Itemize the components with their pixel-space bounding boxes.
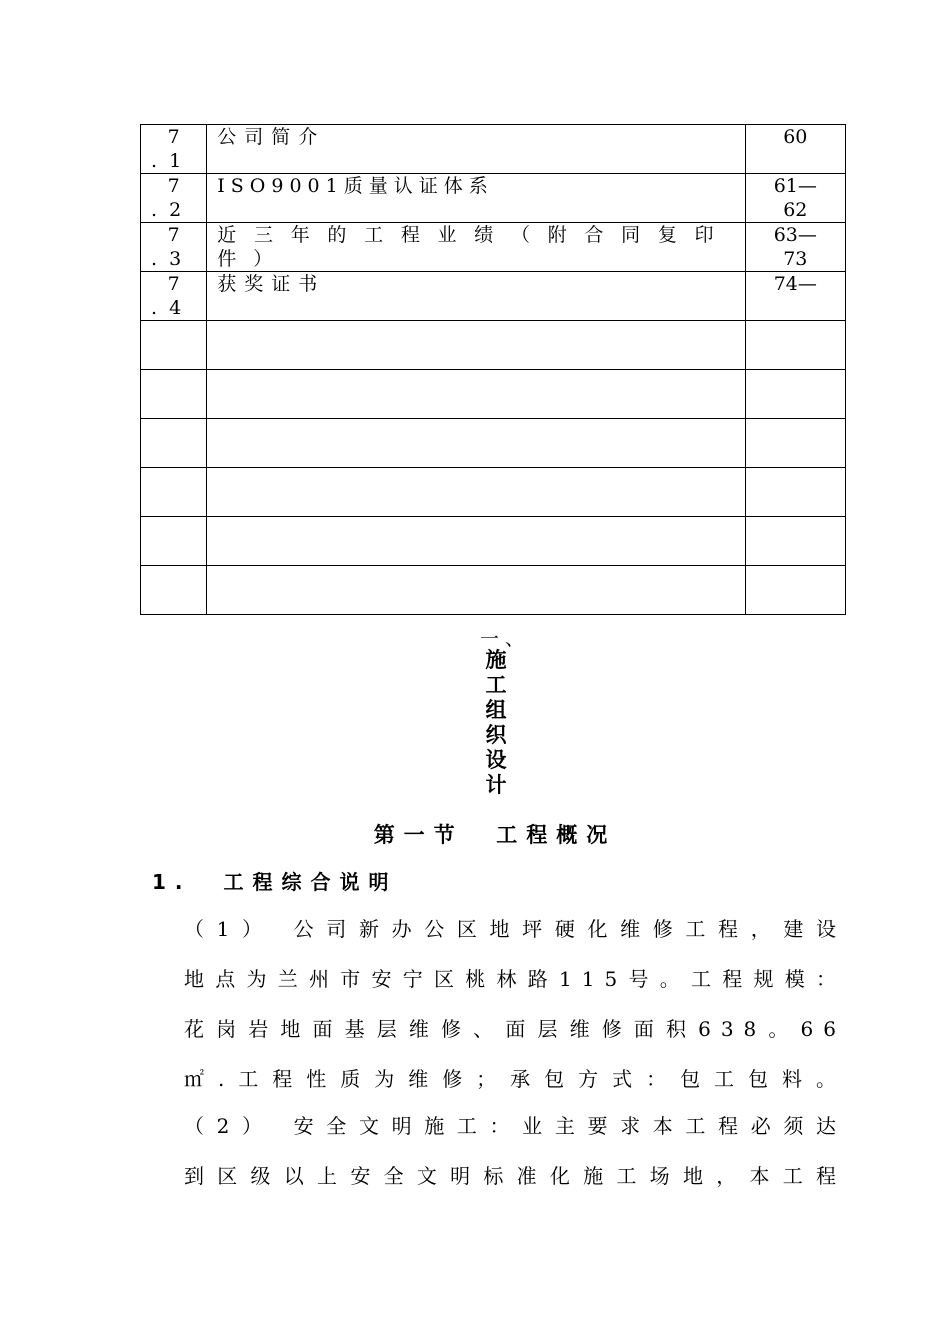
toc-number-major: 7 — [167, 126, 180, 148]
toc-number-major: 7 — [167, 273, 180, 295]
toc-pages — [745, 566, 845, 615]
toc-number — [141, 566, 207, 615]
toc-number-major: 7 — [167, 224, 180, 246]
toc-number-minor: . 3 — [151, 248, 182, 270]
paragraph-line: 花岗岩地面基层维修、面层维修面积638。66 — [184, 1017, 846, 1041]
table-row — [141, 370, 846, 419]
table-row — [141, 321, 846, 370]
toc-title — [207, 566, 745, 615]
paragraph-line: 地点为兰州市安宁区桃林路115号。工程规模： — [184, 967, 846, 991]
toc-pages: 74— — [745, 272, 845, 321]
toc-pages — [745, 370, 845, 419]
toc-pages — [745, 468, 845, 517]
toc-number — [141, 174, 207, 223]
table-row — [141, 468, 846, 517]
toc-pages — [745, 419, 845, 468]
toc-title — [207, 517, 745, 566]
toc-pages — [745, 517, 845, 566]
chapter-number: 一、 — [480, 628, 531, 650]
table-row — [141, 174, 846, 223]
toc-title: ISO9001质量认证体系 — [207, 174, 745, 223]
toc-title — [207, 468, 745, 517]
toc-number — [141, 272, 207, 321]
table-row — [141, 272, 846, 321]
subsection-heading: 1. 工程综合说明 — [152, 870, 398, 894]
paragraph-safety — [184, 1101, 846, 1201]
toc-pages — [745, 321, 845, 370]
table-row — [141, 223, 846, 272]
toc-number — [141, 223, 207, 272]
toc-title: 公司简介 — [207, 125, 745, 174]
toc-pages: 60 — [745, 125, 845, 174]
toc-pages: 61— 62 — [745, 174, 845, 223]
toc-number-minor: . 2 — [151, 199, 182, 221]
toc-number — [141, 321, 207, 370]
toc-pages: 63— 73 — [745, 223, 845, 272]
toc-number — [141, 468, 207, 517]
toc-number-minor: . 4 — [151, 297, 182, 319]
chapter-title: 施工组织设计 — [485, 648, 507, 797]
paragraph-project-description — [184, 904, 846, 1104]
paragraph-line: ㎡.工程性质为维修；承包方式：包工包料。 — [184, 1067, 846, 1091]
paragraph-line: （1） 公司新办公区地坪硬化维修工程，建设 — [184, 917, 846, 941]
paragraph-line: （2） 安全文明施工：业主要求本工程必须达 — [184, 1114, 846, 1138]
toc-title — [207, 321, 745, 370]
table-row — [141, 125, 846, 174]
table-row — [141, 517, 846, 566]
toc-number — [141, 517, 207, 566]
toc-table — [140, 124, 846, 615]
table-row — [141, 566, 846, 615]
toc-title: 获奖证书 — [207, 272, 745, 321]
toc-number — [141, 125, 207, 174]
toc-title — [207, 370, 745, 419]
toc-title: 近三年的工程业绩（附合同复印件） — [207, 223, 745, 272]
table-row — [141, 419, 846, 468]
section-heading: 第一节 工程概况 — [373, 823, 617, 847]
toc-number-minor: . 1 — [151, 150, 182, 172]
toc-number-major: 7 — [167, 175, 180, 197]
toc-number — [141, 419, 207, 468]
toc-body — [141, 125, 846, 615]
toc-number — [141, 370, 207, 419]
paragraph-line: 到区级以上安全文明标准化施工场地，本工程 — [184, 1164, 846, 1188]
toc-title — [207, 419, 745, 468]
